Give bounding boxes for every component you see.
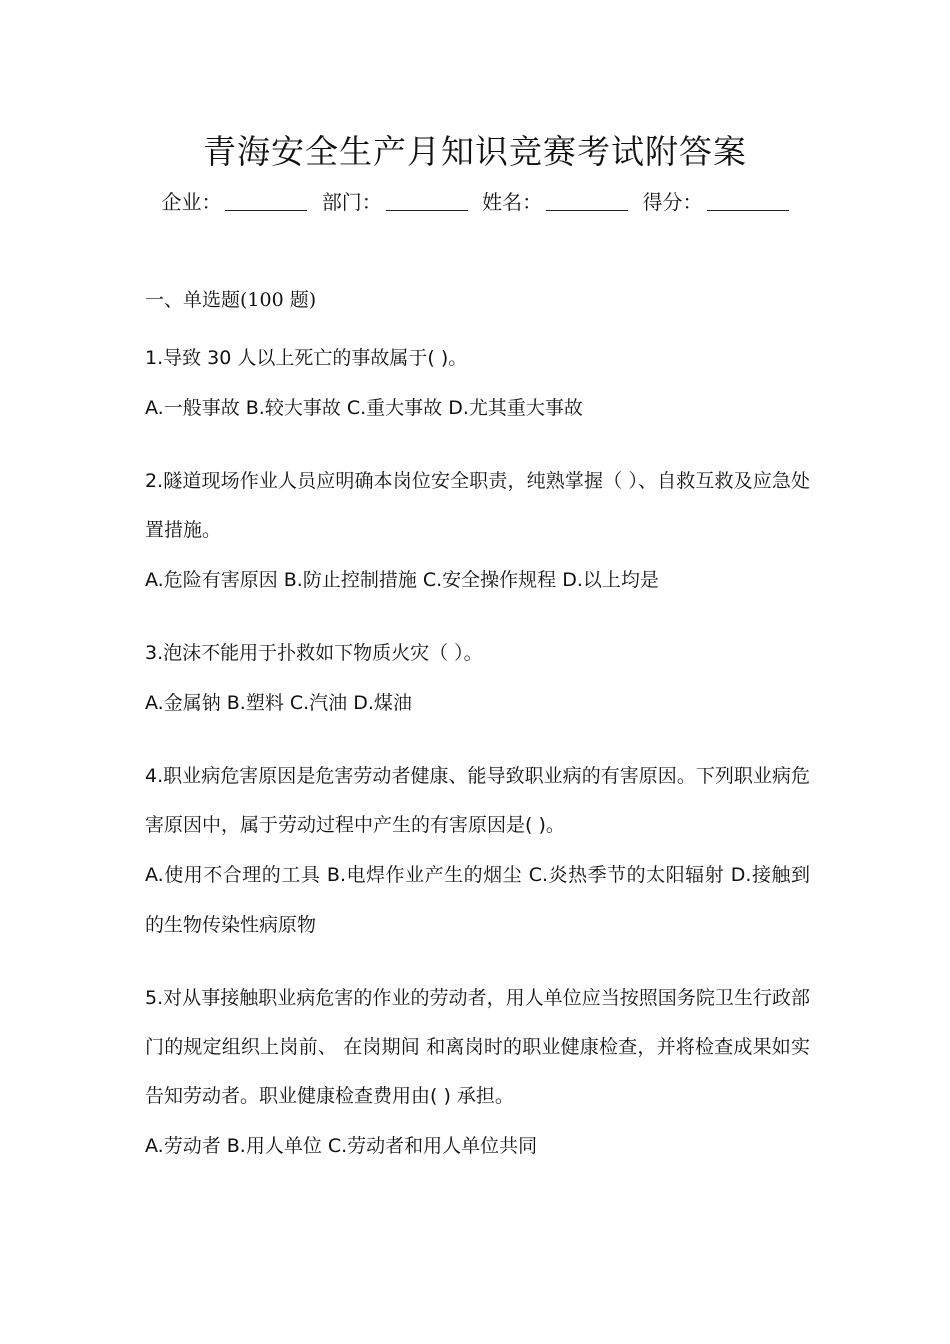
question-item <box>145 629 810 728</box>
info-field-department <box>322 190 468 214</box>
info-field-label: 企业： <box>161 190 222 214</box>
question-text: 1.导致 30 人以上死亡的事故属于( )。 <box>145 347 468 369</box>
question-options: A.金属钠 B.塑料 C.汽油 D.煤油 <box>145 692 412 714</box>
question-text: 3.泡沫不能用于扑救如下物质火灾（ ）。 <box>145 642 483 664</box>
document-title: 青海安全生产月知识竞赛考试附答案 <box>203 132 747 171</box>
question-item <box>145 334 810 433</box>
info-field-label: 姓名： <box>482 190 543 214</box>
question-options: A.一般事故 B.较大事故 C.重大事故 D.尤其重大事故 <box>145 397 583 419</box>
question-text: 4.职业病危害原因是危害劳动者健康、能导致职业病的有害原因。下列职业病危害原因中，属于劳动过程中产生的有害原因是( )。 <box>145 765 810 836</box>
info-field-company <box>161 190 307 214</box>
blank-line <box>707 192 789 211</box>
info-fields-row <box>0 186 950 215</box>
info-field-label: 得分： <box>642 190 703 214</box>
section-heading: 一、单选题(100 题) <box>145 289 317 311</box>
question-text: 5.对从事接触职业病危害的作业的劳动者，用人单位应当按照国务院卫生行政部门的规定组织上岗前、 在岗期间 和离岗时的职业健康检查，并将检查成果如实告知劳动者。职业健康检查费用由( ) 承担。 <box>145 987 810 1107</box>
question-item <box>145 974 810 1171</box>
question-item <box>145 752 810 950</box>
info-field-label: 部门： <box>321 190 382 214</box>
info-field-score <box>643 190 789 214</box>
question-item <box>145 457 810 605</box>
blank-line <box>546 192 628 211</box>
question-options: A.劳动者 B.用人单位 C.劳动者和用人单位共同 <box>145 1135 538 1157</box>
question-options: A.危险有害原因 B.防止控制措施 C.安全操作规程 D.以上均是 <box>145 569 659 591</box>
blank-line <box>225 192 307 211</box>
question-text: 2.隧道现场作业人员应明确本岗位安全职责，纯熟掌握（ ）、自救互救及应急处置措施。 <box>145 470 810 541</box>
blank-line <box>386 192 468 211</box>
question-options: A.使用不合理的工具 B.电焊作业产生的烟尘 C.炎热季节的太阳辐射 D.接触到的生物传染性病原物 <box>145 864 810 936</box>
info-field-name <box>482 190 628 214</box>
document-body <box>145 284 810 1195</box>
